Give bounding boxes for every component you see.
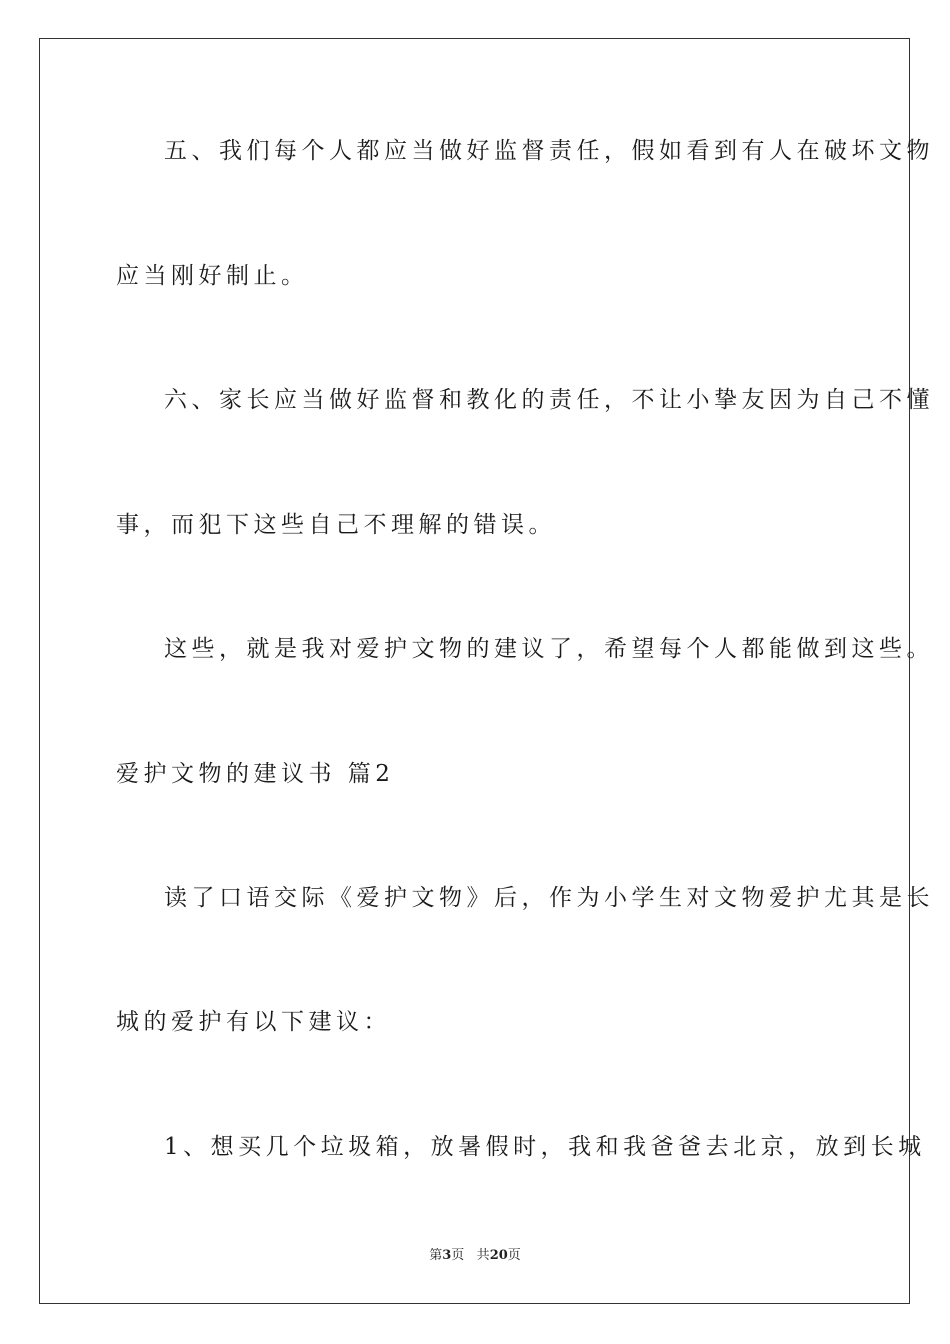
footer-total-pages: 20: [489, 1248, 508, 1263]
paragraph-line: 五、我们每个人都应当做好监督责任，假如看到有人在破坏文物: [164, 138, 934, 164]
paragraph-line: 这些，就是我对爱护文物的建议了，希望每个人都能做到这些。: [164, 636, 934, 662]
paragraph-line: 事，而犯下这些自己不理解的错误。: [116, 512, 556, 538]
footer-prefix: 第: [429, 1248, 443, 1263]
footer-page-number: 3: [442, 1248, 452, 1263]
footer-total-prefix: 共: [476, 1248, 490, 1263]
page-footer: [0, 1247, 950, 1265]
page-frame: [39, 38, 910, 1304]
section-heading: 爱护文物的建议书 篇2: [116, 761, 395, 787]
paragraph-line: 应当刚好制止。: [116, 263, 309, 289]
footer-total-suffix: 页: [507, 1248, 521, 1263]
paragraph-line: 城的爱护有以下建议：: [116, 1009, 391, 1035]
paragraph-line: 六、家长应当做好监督和教化的责任，不让小挚友因为自己不懂: [164, 387, 934, 413]
footer-page-suffix: 页: [451, 1248, 465, 1263]
paragraph-line: 1、想买几个垃圾箱，放暑假时，我和我爸爸去北京，放到长城: [164, 1134, 926, 1160]
paragraph-line: 读了口语交际《爱护文物》后，作为小学生对文物爱护尤其是长: [164, 885, 934, 911]
